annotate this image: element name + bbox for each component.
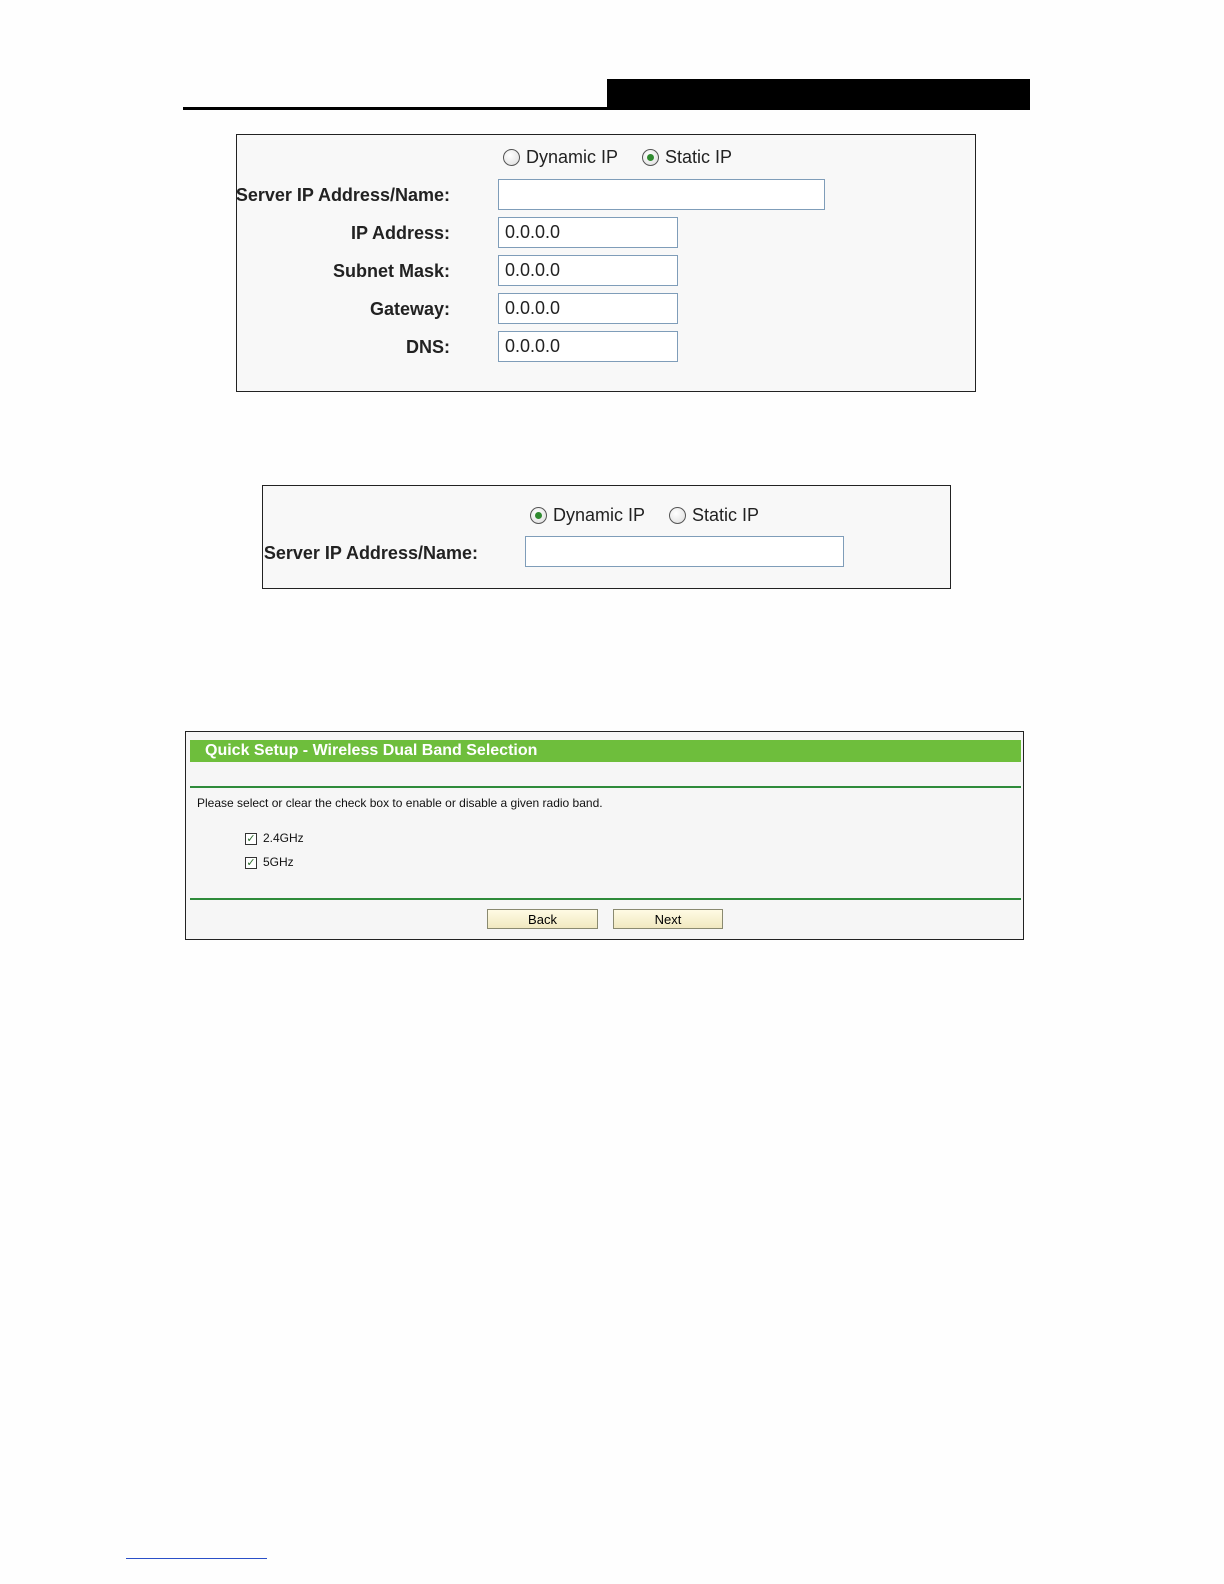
back-button[interactable]: Back [487, 909, 598, 929]
static-ip-label: Static IP [665, 147, 733, 167]
top-divider [190, 786, 1021, 788]
dynamic-ip-label: Dynamic IP [553, 505, 646, 525]
dynamic-ip-radio[interactable] [503, 149, 520, 166]
gateway-input[interactable] [498, 293, 678, 324]
server-ip-input[interactable] [498, 179, 825, 210]
ip-mode-radio-group [530, 505, 783, 526]
dns-label: DNS: [406, 337, 450, 357]
dynamic-ip-radio[interactable] [530, 507, 547, 524]
band-2-4ghz-label: 2.4GHz [263, 831, 304, 845]
subnet-mask-label: Subnet Mask: [332, 261, 450, 281]
static-ip-radio[interactable] [669, 507, 686, 524]
static-ip-option[interactable] [642, 147, 732, 168]
panel-title: Quick Setup - Wireless Dual Band Selection [190, 740, 1021, 762]
band-2-4ghz-checkbox[interactable]: ✓ [246, 833, 256, 845]
dynamic-ip-label: Dynamic IP [526, 147, 619, 167]
ip-mode-radio-group [503, 147, 756, 168]
static-ip-label: Static IP [692, 505, 760, 525]
header-bar [607, 79, 1030, 110]
footer-link-underline [126, 1558, 267, 1559]
dynamic-ip-option[interactable] [503, 147, 618, 168]
ip-address-input[interactable] [498, 217, 678, 248]
server-ip-input[interactable] [525, 536, 844, 567]
band-5ghz-label: 5GHz [263, 855, 294, 869]
server-ip-label: Server IP Address/Name: [235, 185, 450, 205]
static-ip-option[interactable] [669, 505, 759, 526]
static-ip-radio[interactable] [642, 149, 659, 166]
next-button[interactable]: Next [613, 909, 723, 929]
dns-input[interactable] [498, 331, 678, 362]
wireless-dual-band-panel [185, 731, 1024, 940]
server-ip-label: Server IP Address/Name: [263, 543, 478, 563]
dynamic-ip-panel [262, 485, 951, 589]
subnet-mask-input[interactable] [498, 255, 678, 286]
header-rule [183, 107, 1030, 110]
bottom-divider [190, 898, 1021, 900]
gateway-label: Gateway: [369, 299, 450, 319]
instruction-text: Please select or clear the check box to enable or disable a given radio band. [197, 796, 603, 810]
band-5ghz-checkbox[interactable]: ✓ [246, 857, 256, 869]
ip-address-label: IP Address: [350, 223, 450, 243]
dynamic-ip-option[interactable] [530, 505, 645, 526]
static-ip-panel [236, 134, 976, 392]
